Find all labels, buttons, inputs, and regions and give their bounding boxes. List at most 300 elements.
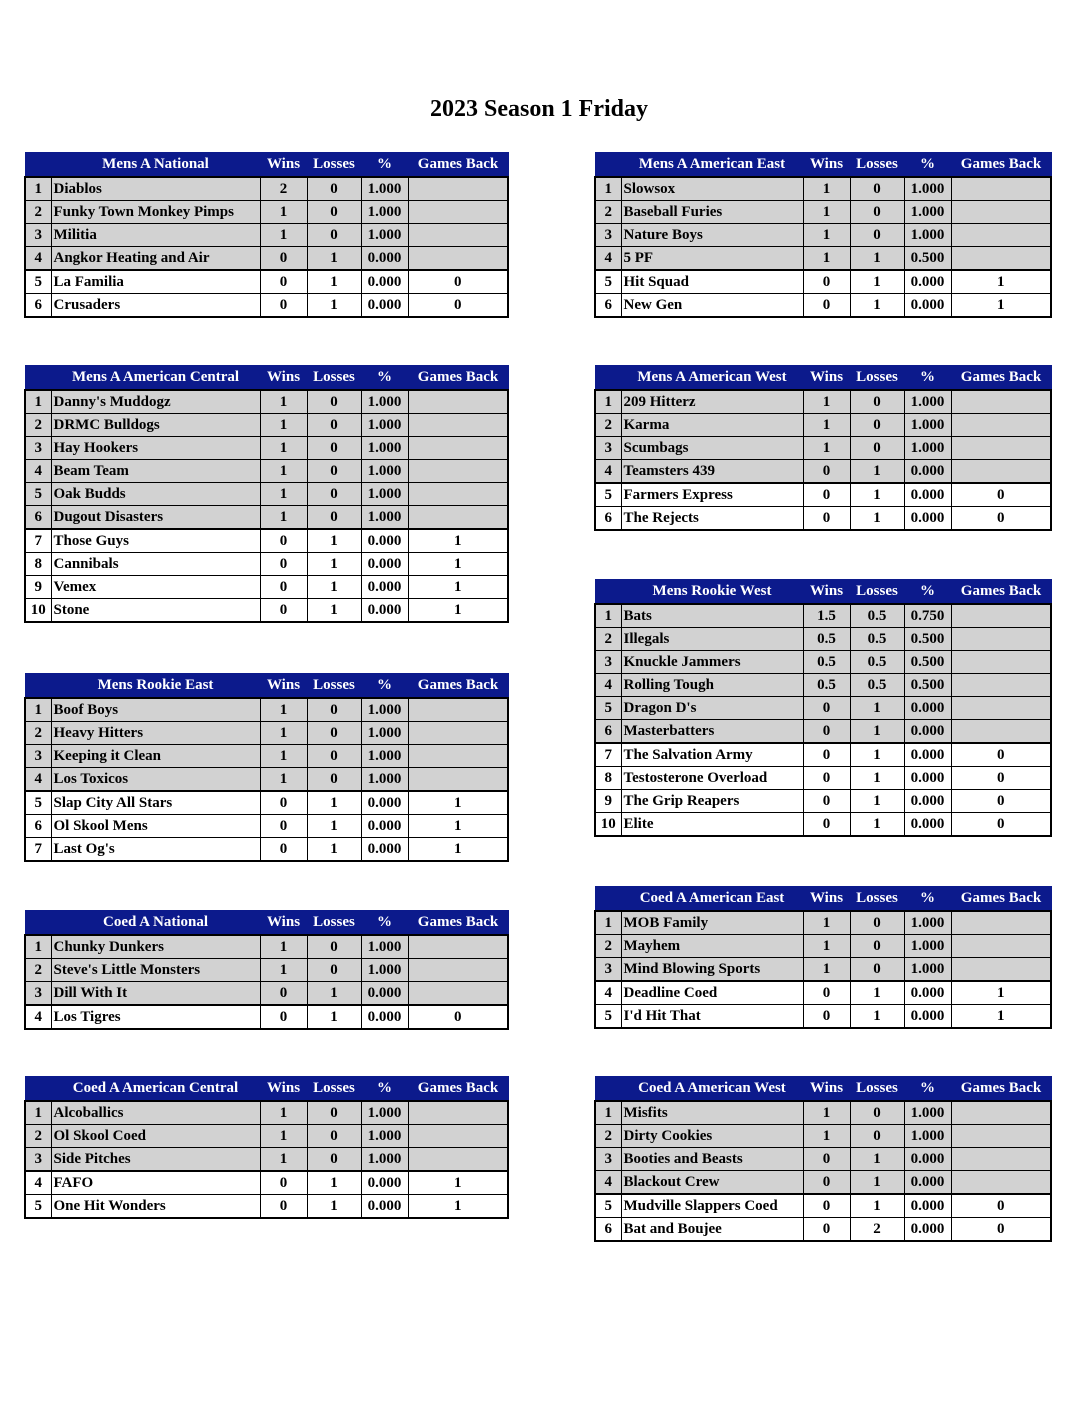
pct-cell: 1.000 (361, 201, 408, 224)
header-row (595, 153, 1051, 178)
wins-cell: 1 (260, 1148, 307, 1172)
games-back-header: Games Back (408, 911, 508, 936)
games-back-cell (408, 390, 508, 414)
table-row (25, 982, 508, 1006)
team-name: Testosterone Overload (621, 767, 803, 790)
rank-cell: 4 (595, 1171, 621, 1195)
games-back-cell (408, 460, 508, 483)
table-row (25, 294, 508, 318)
team-name: Stone (51, 599, 260, 623)
rank-cell: 3 (595, 651, 621, 674)
team-name: Side Pitches (51, 1148, 260, 1172)
table-row (595, 1171, 1051, 1195)
losses-cell: 0 (307, 745, 361, 768)
wins-header: Wins (803, 887, 850, 912)
wins-cell: 0 (803, 294, 850, 318)
losses-cell: 1 (307, 599, 361, 623)
games-back-cell: 0 (951, 507, 1051, 531)
rank-cell: 2 (595, 935, 621, 958)
rank-cell: 2 (595, 1125, 621, 1148)
rank-cell: 6 (25, 294, 51, 318)
table-row (595, 201, 1051, 224)
pct-header: % (361, 366, 408, 391)
rank-header (595, 153, 621, 178)
wins-cell: 1 (260, 390, 307, 414)
wins-cell: 0 (803, 790, 850, 813)
wins-cell: 1 (260, 483, 307, 506)
games-back-cell (408, 1125, 508, 1148)
losses-cell: 1 (307, 553, 361, 576)
team-name: Mudville Slappers Coed (621, 1194, 803, 1218)
pct-cell: 1.000 (361, 698, 408, 722)
pct-header: % (904, 153, 951, 178)
team-name: Ol Skool Mens (51, 815, 260, 838)
rank-cell: 7 (25, 838, 51, 862)
wins-cell: 1 (260, 768, 307, 792)
team-name: I'd Hit That (621, 1005, 803, 1029)
wins-cell: 1 (260, 201, 307, 224)
wins-cell: 0 (803, 813, 850, 837)
games-back-cell (951, 177, 1051, 201)
table-row (25, 1125, 508, 1148)
table-row (25, 768, 508, 792)
losses-cell: 1 (307, 270, 361, 294)
team-name: Bat and Boujee (621, 1218, 803, 1242)
table-row (595, 935, 1051, 958)
table-row (595, 177, 1051, 201)
rank-header (25, 366, 51, 391)
losses-cell: 0 (307, 201, 361, 224)
losses-cell: 0 (307, 460, 361, 483)
rank-cell: 3 (595, 1148, 621, 1171)
pct-cell: 0.000 (361, 576, 408, 599)
losses-cell: 0 (307, 722, 361, 745)
rank-cell: 4 (595, 247, 621, 271)
team-name: Slap City All Stars (51, 791, 260, 815)
wins-cell: 1 (803, 390, 850, 414)
team-name: The Rejects (621, 507, 803, 531)
losses-cell: 1 (850, 270, 904, 294)
games-back-cell: 1 (408, 815, 508, 838)
losses-cell: 0 (850, 177, 904, 201)
pct-cell: 0.000 (904, 294, 951, 318)
games-back-cell (951, 224, 1051, 247)
table-row (25, 599, 508, 623)
team-name: Scumbags (621, 437, 803, 460)
table-row (25, 838, 508, 862)
table-row (25, 791, 508, 815)
losses-cell: 2 (850, 1218, 904, 1242)
standings-table (594, 1076, 1052, 1242)
wins-cell: 1 (803, 247, 850, 271)
table-row (595, 247, 1051, 271)
losses-cell: 0 (307, 1125, 361, 1148)
pct-cell: 1.000 (361, 959, 408, 982)
losses-cell: 1 (307, 1005, 361, 1029)
page-title: 2023 Season 1 Friday (429, 96, 648, 122)
games-back-cell (408, 1148, 508, 1172)
pct-cell: 0.000 (904, 790, 951, 813)
games-back-cell (408, 935, 508, 959)
rank-cell: 4 (595, 674, 621, 697)
standings-table (24, 365, 509, 623)
rank-cell: 2 (25, 959, 51, 982)
rank-cell: 5 (595, 1005, 621, 1029)
standings-table (594, 365, 1052, 531)
pct-cell: 1.000 (361, 414, 408, 437)
games-back-cell: 1 (951, 1005, 1051, 1029)
losses-cell: 0 (850, 390, 904, 414)
losses-cell: 1 (850, 1148, 904, 1171)
pct-cell: 0.000 (904, 1005, 951, 1029)
games-back-cell (408, 177, 508, 201)
pct-cell: 1.000 (904, 1101, 951, 1125)
division-name: Coed A American Central (51, 1077, 260, 1102)
table-row (595, 1005, 1051, 1029)
losses-cell: 1 (850, 1005, 904, 1029)
rank-header (595, 580, 621, 605)
losses-cell: 0.5 (850, 604, 904, 628)
team-name: Boof Boys (51, 698, 260, 722)
team-name: Last Og's (51, 838, 260, 862)
rank-cell: 3 (595, 224, 621, 247)
losses-header: Losses (850, 153, 904, 178)
team-name: Vemex (51, 576, 260, 599)
rank-cell: 5 (595, 1194, 621, 1218)
pct-header: % (904, 366, 951, 391)
wins-cell: 1 (803, 224, 850, 247)
header-row (595, 580, 1051, 605)
pct-cell: 1.000 (361, 1101, 408, 1125)
losses-cell: 0 (850, 958, 904, 982)
table-row (595, 414, 1051, 437)
losses-cell: 0 (850, 437, 904, 460)
losses-cell: 1 (850, 247, 904, 271)
pct-cell: 1.000 (904, 414, 951, 437)
rank-cell: 3 (595, 958, 621, 982)
rank-cell: 4 (25, 247, 51, 271)
team-name: Diablos (51, 177, 260, 201)
pct-cell: 0.000 (904, 981, 951, 1005)
wins-header: Wins (803, 580, 850, 605)
rank-cell: 1 (595, 911, 621, 935)
losses-cell: 0.5 (850, 628, 904, 651)
rank-header (25, 674, 51, 699)
losses-cell: 1 (850, 981, 904, 1005)
rank-cell: 2 (595, 628, 621, 651)
games-back-cell (951, 390, 1051, 414)
losses-cell: 0 (850, 414, 904, 437)
wins-cell: 1.5 (803, 604, 850, 628)
games-back-cell: 1 (951, 981, 1051, 1005)
wins-cell: 1 (803, 437, 850, 460)
wins-cell: 0.5 (803, 674, 850, 697)
losses-cell: 0 (850, 1125, 904, 1148)
games-back-cell (408, 698, 508, 722)
table-row (595, 674, 1051, 697)
rank-cell: 7 (25, 529, 51, 553)
table-row (595, 460, 1051, 484)
pct-header: % (361, 153, 408, 178)
games-back-cell: 1 (408, 791, 508, 815)
games-back-cell (951, 604, 1051, 628)
wins-cell: 1 (803, 1125, 850, 1148)
team-name: The Grip Reapers (621, 790, 803, 813)
losses-cell: 0.5 (850, 674, 904, 697)
games-back-cell: 1 (408, 1195, 508, 1219)
rank-header (25, 911, 51, 936)
losses-cell: 0 (307, 414, 361, 437)
losses-header: Losses (307, 911, 361, 936)
pct-cell: 0.000 (904, 1171, 951, 1195)
table-row (25, 414, 508, 437)
losses-cell: 0 (307, 768, 361, 792)
games-back-header: Games Back (951, 887, 1051, 912)
pct-cell: 1.000 (904, 177, 951, 201)
rank-cell: 7 (595, 743, 621, 767)
pct-cell: 1.000 (361, 722, 408, 745)
rank-header (595, 887, 621, 912)
losses-cell: 1 (307, 529, 361, 553)
games-back-cell: 0 (951, 767, 1051, 790)
wins-cell: 0 (803, 697, 850, 720)
pct-cell: 1.000 (904, 911, 951, 935)
table-row (595, 1218, 1051, 1242)
pct-cell: 0.000 (361, 599, 408, 623)
wins-header: Wins (260, 1077, 307, 1102)
rank-cell: 4 (595, 460, 621, 484)
wins-cell: 1 (260, 745, 307, 768)
standings-table (594, 886, 1052, 1029)
wins-cell: 0 (260, 529, 307, 553)
rank-cell: 6 (595, 720, 621, 744)
wins-cell: 0.5 (803, 651, 850, 674)
pct-cell: 1.000 (904, 958, 951, 982)
table-row (595, 743, 1051, 767)
pct-cell: 0.000 (904, 720, 951, 744)
pct-cell: 0.000 (904, 697, 951, 720)
team-name: Steve's Little Monsters (51, 959, 260, 982)
table-row (25, 745, 508, 768)
wins-cell: 0 (260, 576, 307, 599)
pct-cell: 0.000 (361, 553, 408, 576)
team-name: Dirty Cookies (621, 1125, 803, 1148)
games-back-cell (408, 722, 508, 745)
games-back-cell (951, 1148, 1051, 1171)
team-name: Knuckle Jammers (621, 651, 803, 674)
header-row (25, 1077, 508, 1102)
table-row (25, 1148, 508, 1172)
losses-header: Losses (307, 674, 361, 699)
table-row (595, 1101, 1051, 1125)
pct-header: % (904, 580, 951, 605)
losses-cell: 0 (307, 177, 361, 201)
table-row (595, 981, 1051, 1005)
games-back-cell: 0 (951, 1194, 1051, 1218)
wins-cell: 0 (803, 483, 850, 507)
rank-cell: 4 (25, 1005, 51, 1029)
games-back-cell (951, 1125, 1051, 1148)
division-name: Mens Rookie East (51, 674, 260, 699)
pct-cell: 0.000 (904, 483, 951, 507)
pct-cell: 0.000 (361, 529, 408, 553)
losses-cell: 1 (850, 294, 904, 318)
losses-cell: 0 (307, 390, 361, 414)
pct-cell: 0.000 (361, 270, 408, 294)
team-name: Karma (621, 414, 803, 437)
games-back-cell: 1 (408, 576, 508, 599)
rank-cell: 1 (25, 390, 51, 414)
standings-table (24, 1076, 509, 1219)
table-row (25, 1195, 508, 1219)
pct-cell: 0.000 (904, 1194, 951, 1218)
team-name: Teamsters 439 (621, 460, 803, 484)
pct-cell: 0.000 (361, 838, 408, 862)
team-name: Dragon D's (621, 697, 803, 720)
games-back-cell (951, 935, 1051, 958)
rank-cell: 8 (595, 767, 621, 790)
rank-cell: 3 (25, 437, 51, 460)
rank-cell: 9 (595, 790, 621, 813)
games-back-cell (408, 414, 508, 437)
wins-cell: 1 (260, 959, 307, 982)
table-row (25, 529, 508, 553)
games-back-cell: 0 (951, 790, 1051, 813)
losses-header: Losses (307, 153, 361, 178)
games-back-cell (951, 460, 1051, 484)
table-row (25, 959, 508, 982)
wins-cell: 0 (803, 743, 850, 767)
rank-cell: 2 (25, 201, 51, 224)
team-name: Blackout Crew (621, 1171, 803, 1195)
team-name: Keeping it Clean (51, 745, 260, 768)
table-row (25, 1101, 508, 1125)
header-row (595, 887, 1051, 912)
table-row (595, 651, 1051, 674)
table-row (595, 911, 1051, 935)
division-name: Mens A American West (621, 366, 803, 391)
team-name: Dugout Disasters (51, 506, 260, 530)
team-name: Crusaders (51, 294, 260, 318)
rank-cell: 3 (25, 224, 51, 247)
rank-cell: 3 (595, 437, 621, 460)
team-name: Los Tigres (51, 1005, 260, 1029)
table-row (595, 790, 1051, 813)
games-back-cell (951, 437, 1051, 460)
wins-cell: 0 (803, 507, 850, 531)
games-back-header: Games Back (951, 1077, 1051, 1102)
rank-cell: 2 (25, 1125, 51, 1148)
games-back-cell (408, 982, 508, 1006)
losses-cell: 1 (850, 460, 904, 484)
pct-header: % (904, 1077, 951, 1102)
rank-cell: 4 (595, 981, 621, 1005)
losses-cell: 1 (307, 294, 361, 318)
table-row (595, 628, 1051, 651)
losses-cell: 1 (850, 813, 904, 837)
team-name: Misfits (621, 1101, 803, 1125)
games-back-header: Games Back (951, 580, 1051, 605)
pct-cell: 0.000 (904, 1218, 951, 1242)
pct-cell: 1.000 (361, 935, 408, 959)
team-name: Militia (51, 224, 260, 247)
rank-cell: 5 (595, 483, 621, 507)
pct-cell: 0.000 (361, 982, 408, 1006)
team-name: Heavy Hitters (51, 722, 260, 745)
wins-cell: 0 (803, 270, 850, 294)
rank-cell: 1 (595, 1101, 621, 1125)
team-name: Booties and Beasts (621, 1148, 803, 1171)
team-name: 5 PF (621, 247, 803, 271)
losses-cell: 1 (850, 507, 904, 531)
rank-cell: 3 (25, 1148, 51, 1172)
games-back-cell: 1 (408, 529, 508, 553)
team-name: Bats (621, 604, 803, 628)
division-name: Mens A National (51, 153, 260, 178)
division-name: Mens A American East (621, 153, 803, 178)
pct-cell: 1.000 (361, 506, 408, 530)
pct-cell: 0.500 (904, 651, 951, 674)
rank-cell: 4 (25, 1171, 51, 1195)
games-back-cell: 1 (951, 270, 1051, 294)
division-name: Mens A American Central (51, 366, 260, 391)
games-back-cell (951, 201, 1051, 224)
division-name: Coed A American West (621, 1077, 803, 1102)
pct-cell: 0.000 (361, 294, 408, 318)
rank-cell: 10 (25, 599, 51, 623)
header-row (25, 153, 508, 178)
team-name: Illegals (621, 628, 803, 651)
losses-cell: 1 (307, 247, 361, 271)
wins-cell: 0 (260, 1195, 307, 1219)
wins-cell: 1 (803, 958, 850, 982)
division-name: Coed A American East (621, 887, 803, 912)
wins-cell: 1 (260, 1125, 307, 1148)
losses-cell: 1 (850, 483, 904, 507)
wins-cell: 1 (803, 1101, 850, 1125)
games-back-cell (951, 911, 1051, 935)
games-back-cell (951, 1101, 1051, 1125)
table-row (595, 224, 1051, 247)
table-row (595, 813, 1051, 837)
games-back-cell (408, 437, 508, 460)
rank-cell: 9 (25, 576, 51, 599)
rank-cell: 5 (25, 791, 51, 815)
pct-cell: 0.000 (904, 507, 951, 531)
rank-cell: 1 (595, 177, 621, 201)
header-row (25, 366, 508, 391)
pct-cell: 0.000 (361, 815, 408, 838)
table-row (595, 483, 1051, 507)
table-row (25, 815, 508, 838)
team-name: FAFO (51, 1171, 260, 1195)
wins-cell: 0 (803, 460, 850, 484)
games-back-header: Games Back (408, 1077, 508, 1102)
table-row (25, 722, 508, 745)
table-row (595, 294, 1051, 318)
team-name: La Familia (51, 270, 260, 294)
team-name: Slowsox (621, 177, 803, 201)
losses-header: Losses (850, 887, 904, 912)
rank-header (595, 366, 621, 391)
games-back-cell: 1 (408, 838, 508, 862)
losses-cell: 1 (307, 791, 361, 815)
team-name: Farmers Express (621, 483, 803, 507)
pct-cell: 0.000 (904, 460, 951, 484)
pct-cell: 0.000 (361, 247, 408, 271)
pct-cell: 1.000 (904, 1125, 951, 1148)
table-row (25, 553, 508, 576)
